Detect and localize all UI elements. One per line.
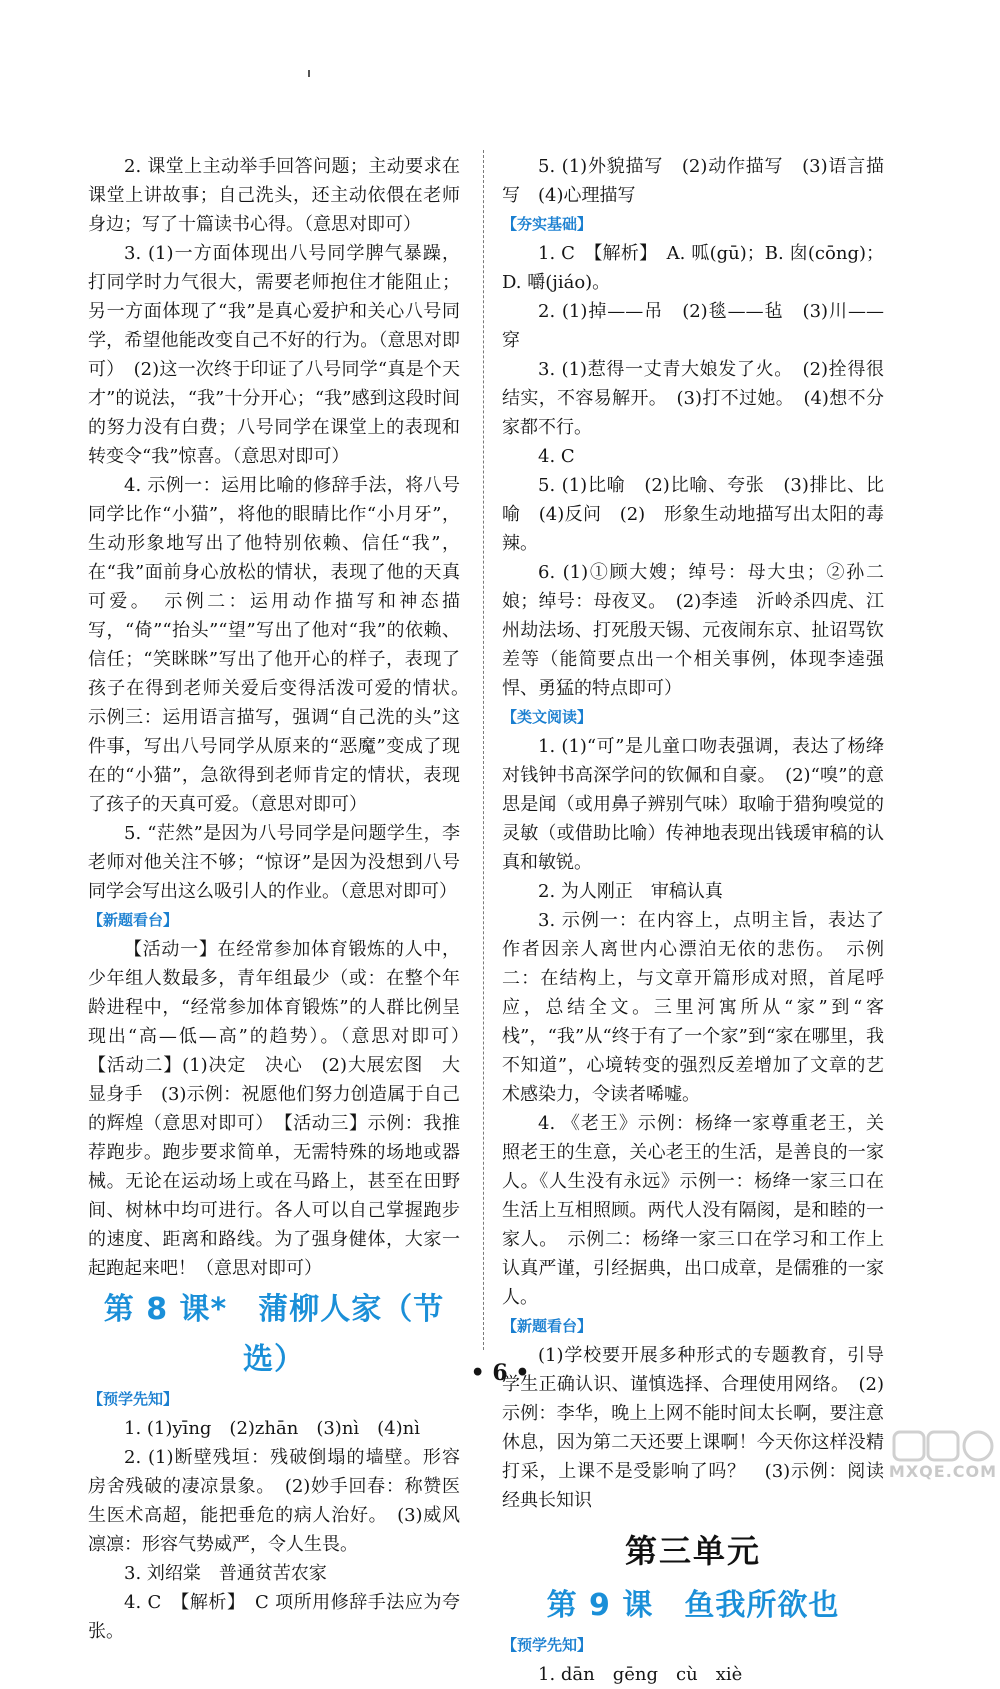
answer-paragraph: 1. (1)yīng (2)zhān (3)nì (4)nì (124, 1418, 421, 1439)
answer-paragraph: 4. C (538, 446, 575, 467)
lesson-8-title: 第 8 课* 蒲柳人家（节选） (103, 1292, 445, 1377)
answer-paragraph: 2. (1)掉——吊 (2)毯——毡 (3)川——穿 (502, 301, 884, 351)
watermark-icon (888, 1428, 998, 1464)
answer-paragraph: 2. 为人刚正 审稿认真 (538, 881, 723, 902)
column-divider (483, 150, 484, 1350)
answer-paragraph: 3. 示例一：在内容上，点明主旨，表达了作者因亲人离世内心漂泊无依的悲伤。 示例二：在结构上，与文章开篇形成对照，首尾呼应，总结全文。三里河寓所从“家”到“客栈”，“我”从“终于有了一个家”到“家在哪里，我不知道”，心境转变的强烈反差增加了文章的艺术感染力，令读者唏嘘。 (502, 910, 884, 1105)
section-tag-preview: 【预学先知】 (502, 1636, 593, 1654)
section-tag-new-stage: 【新题看台】 (88, 911, 179, 929)
answer-paragraph: 3. (1)惹得一丈青大娘发了火。 (2)拴得很结实，不容易解开。 (3)打不过她。 (4)想不分家都不行。 (502, 359, 884, 438)
watermark-logo (888, 1428, 998, 1482)
section-tag-preview: 【预学先知】 (88, 1390, 179, 1408)
watermark-url: MXQE.COM (888, 1462, 998, 1481)
answer-paragraph: 4. 示例一：运用比喻的修辞手法，将八号同学比作“小猫”，将他的眼睛比作“小月牙”，生动形象地写出了他特别依赖、信任“我”，在“我”面前身心放松的情状，表现了他的天真可爱。 示例二：运用动作描写和神态描写，“倚”“抬头”“望”写出了他对“我”的依赖、信任；“笑眯眯”写出了他开心的样子，表现了孩子在得到老师关爱后变得活泼可爱的情状。 示例三：运用语言描写，强调“自己洗的头”这件事，写出八号同学从原来的“恶魔”变成了现在的“小猫”，急欲得到老师肯定的情状，表现了孩子的天真可爱。（意思对即可） (88, 475, 478, 815)
answer-paragraph: 3. (1)一方面体现出八号同学脾气暴躁，打同学时力气很大，需要老师抱住才能阻止；另一方面体现了“我”是真心爱护和关心八号同学，希望他能改变自己不好的行为。（意思对即可） (2)这一次终于印证了八号同学“真是个天才”的说法，“我”十分开心；“我”感到这段时间的努力没有白费；八号同学在课堂上的表现和转变令“我”惊喜。（意思对即可） (88, 243, 460, 467)
answer-paragraph: 5. (1)外貌描写 (2)动作描写 (3)语言描写 (4)心理描写 (502, 156, 884, 206)
answer-paragraph: 2. 课堂上主动举手回答问题；主动要求在课堂上讲故事；自己洗头，还主动依偎在老师身边；写了十篇读书心得。（意思对即可） (88, 156, 460, 235)
answer-paragraph: 1. (1)“可”是儿童口吻表强调，表达了杨绛对钱钟书高深学问的钦佩和自豪。 (2)“嗅”的意思是闻（或用鼻子辨别气味）取喻于猎狗嗅觉的灵敏（或借助比喻）传神地表现出钱瑗审稿的认真和敏锐。 (502, 736, 884, 873)
section-tag-similar-reading: 【类文阅读】 (502, 708, 593, 726)
answer-paragraph: 5. “茫然”是因为八号同学是问题学生，李老师对他关注不够；“惊讶”是因为没想到八号同学会写出这么吸引人的作业。（意思对即可） (88, 823, 460, 902)
answer-paragraph: 5. (1)比喻 (2)比喻、夸张 (3)排比、比喻 (4)反问 (2) 形象生动地描写出太阳的毒辣。 (502, 475, 884, 554)
answer-paragraph: (1)学校要开展多种形式的专题教育，引导学生正确认识、谨慎选择、合理使用网络。 (2)示例：李华，晚上上网不能时间太长啊，要注意休息，因为第二天还要上课啊！今天你这样没精打采，上课不是受影响了吗？ (3)示例：阅读经典长知识 (502, 1345, 884, 1511)
page-number: • 6 • (470, 1360, 530, 1386)
lesson-9-title: 第 9 课 鱼我所欲也 (546, 1588, 840, 1623)
answer-paragraph: 【活动一】在经常参加体育锻炼的人中，少年组人数最多，青年组最少（或：在整个年龄进程中，“经常参加体育锻炼”的人群比例呈现出“高—低—高”的趋势）。（意思对即可） 【活动二】(1)决定 决心 (2)大展宏图 大显身手 (3)示例：祝愿他们努力创造属于自己的辉煌（意思对即可） 【活动三】示例：我推荐跑步。跑步要求简单，无需特殊的场地或器械。无论在运动场上或在马路上，甚至在田野间、树林中均可进行。各人可以自己掌握跑步的速度、距离和路线。为了强身健体，大家一起跑起来吧！（意思对即可） (88, 939, 478, 1279)
answer-paragraph: 2. (1)断壁残垣：残破倒塌的墙壁。形容房舍残破的凄凉景象。 (2)妙手回春：称赞医生医术高超，能把垂危的病人治好。 (3)威风凛凛：形容气势威严，令人生畏。 (88, 1447, 460, 1555)
scan-mark (308, 70, 310, 77)
answer-paragraph: 4. C 【解析】 C 项所用修辞手法应为夸张。 (88, 1592, 460, 1642)
unit-3-title: 第三单元 (624, 1532, 761, 1570)
answer-paragraph: 4. 《老王》示例：杨绛一家尊重老王，关照老王的生意，关心老王的生活，是善良的一家人。《人生没有永远》示例一：杨绛一家三口在生活上互相照顾。两代人没有隔阂，是和睦的一家人。 示例二：杨绛一家三口在学习和工作上认真严谨，引经据典，出口成章，是儒雅的一家人。 (502, 1113, 884, 1308)
right-column (502, 152, 884, 1689)
answer-paragraph: 6. (1)①顾大嫂；绰号：母大虫；②孙二娘；绰号：母夜叉。 (2)李逵 沂岭杀四虎、江州劫法场、打死殷天锡、元夜闹东京、扯诏骂钦差等（能简要点出一个相关事例，体现李逵强悍、勇猛的特点即可） (502, 562, 884, 699)
section-tag-foundation: 【夯实基础】 (502, 215, 593, 233)
answer-paragraph: 1. dān gēng cù xiè (538, 1664, 743, 1685)
left-column (88, 152, 478, 1646)
answer-paragraph: 1. C 【解析】 A. 呱(gū)；B. 囱(cōng)；D. 嚼(jiáo)。 (502, 243, 884, 293)
section-tag-new-stage: 【新题看台】 (502, 1317, 593, 1335)
answer-paragraph: 3. 刘绍棠 普通贫苦农家 (124, 1563, 327, 1584)
